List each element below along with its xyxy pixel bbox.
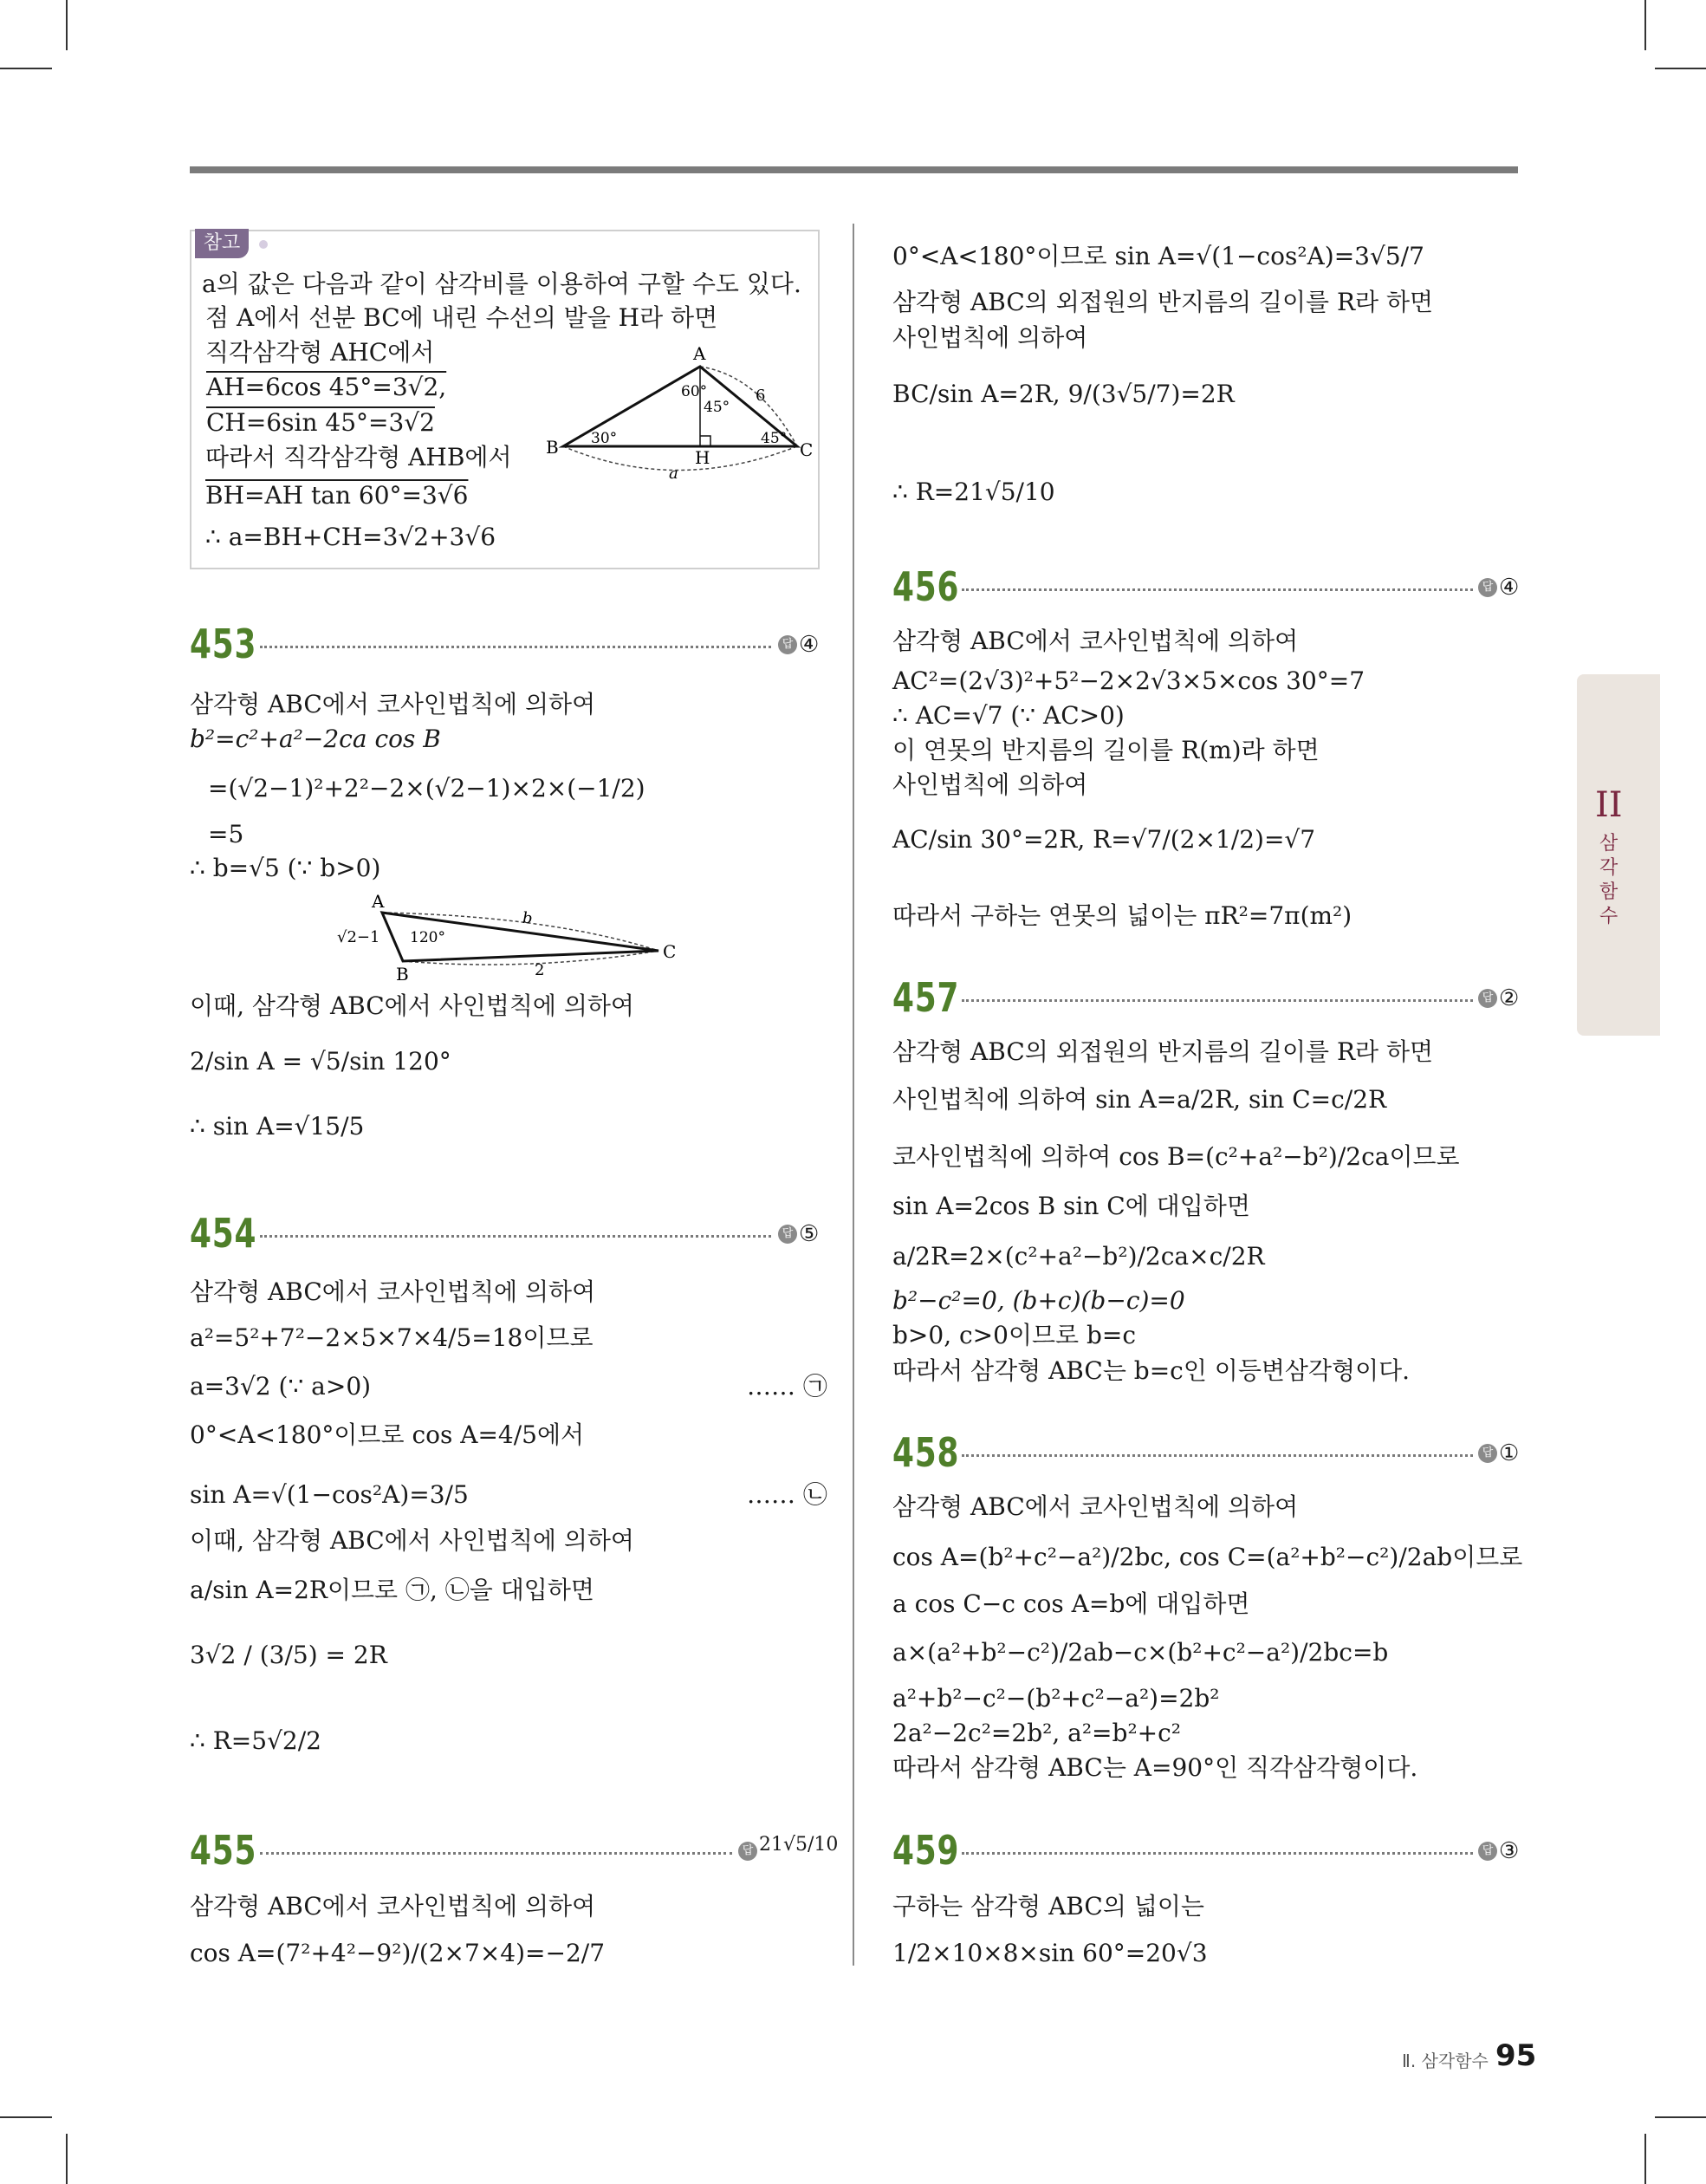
solution-line: AC/sin 30°=2R, R=√7/(2×1/2)=√7 bbox=[892, 825, 1316, 854]
solution-line: a/sin A=2R이므로 ㉠, ㉡을 대입하면 bbox=[190, 1576, 594, 1604]
problem-number: 455 bbox=[190, 1827, 257, 1874]
solution-line: 삼각형 ABC에서 코사인법칙에 의하여 bbox=[892, 627, 1299, 655]
solution-line: cos A=(b²+c²−a²)/2bc, cos C=(a²+b²−c²)/2ab이므로 bbox=[892, 1543, 1523, 1571]
note-line: 점 A에서 선분 BC에 내린 수선의 발을 H라 하면 bbox=[205, 303, 718, 332]
column-divider bbox=[853, 224, 854, 1966]
solution-line: b²=c²+a²−2ca cos B bbox=[190, 725, 441, 753]
dot-leader bbox=[260, 1852, 732, 1855]
dot-leader bbox=[260, 646, 771, 648]
dot-leader bbox=[962, 1852, 1473, 1855]
solution-line: 삼각형 ABC에서 코사인법칙에 의하여 bbox=[190, 690, 596, 718]
solution-line: 코사인법칙에 의하여 cos B=(c²+a²−b²)/2ca이므로 bbox=[892, 1142, 1460, 1171]
problem-number: 456 bbox=[892, 563, 960, 610]
note-fig-angle-c: 45° bbox=[761, 430, 788, 447]
crop-mark bbox=[1655, 68, 1706, 69]
solution-line: 3√2 / (3/5) = 2R bbox=[190, 1641, 387, 1669]
solution-line: BC/sin A=2R, 9/(3√5/7)=2R bbox=[892, 380, 1235, 408]
note-line: ∴ a=BH+CH=3√2+3√6 bbox=[205, 523, 496, 551]
crop-mark bbox=[1644, 0, 1646, 50]
dot-leader bbox=[260, 1235, 771, 1238]
note-fig-side-ac: 6 bbox=[756, 387, 766, 405]
solution-line: ∴ AC=√7 (∵ AC>0) bbox=[892, 701, 1125, 730]
answer-icon: 답 bbox=[1478, 1444, 1497, 1463]
note-line: BH=AH tan 60°=3√6 bbox=[205, 481, 469, 510]
solution-line: a²=5²+7²−2×5×7×4/5=18이므로 bbox=[190, 1323, 594, 1352]
note-triangle-diagram bbox=[537, 342, 814, 490]
note-dot-icon bbox=[259, 240, 268, 249]
crop-mark bbox=[1655, 2116, 1706, 2118]
solution-line: 2/sin A = √5/sin 120° bbox=[190, 1047, 451, 1076]
solution-line: 이때, 삼각형 ABC에서 사인법칙에 의하여 bbox=[190, 991, 634, 1020]
solution-line: cos A=(7²+4²−9²)/(2×7×4)=−2/7 bbox=[190, 1939, 606, 1967]
dot-leader bbox=[962, 588, 1473, 591]
dot-leader bbox=[962, 1454, 1473, 1457]
equation-marker: …… ㉡ bbox=[747, 1480, 827, 1509]
note-line: AH=6cos 45°=3√2, bbox=[206, 373, 447, 401]
note-tag: 참고 bbox=[195, 229, 249, 258]
answer-icon: 답 bbox=[778, 635, 797, 654]
solution-line: 삼각형 ABC의 외접원의 반지름의 길이를 R라 하면 bbox=[892, 288, 1434, 316]
solution-line: ∴ R=21√5/10 bbox=[892, 478, 1055, 506]
note-fig-label-b: B bbox=[546, 437, 559, 458]
problem-number: 459 bbox=[892, 1827, 960, 1874]
solution-line: b>0, c>0이므로 b=c bbox=[892, 1321, 1137, 1349]
crop-mark bbox=[0, 68, 52, 69]
solution-line: a/2R=2×(c²+a²−b²)/2ca×c/2R bbox=[892, 1242, 1265, 1271]
p453-fig-angle-b: 120° bbox=[410, 929, 445, 946]
solution-line: a=3√2 (∵ a>0) bbox=[190, 1372, 372, 1401]
answer-icon: 답 bbox=[738, 1842, 757, 1861]
solution-line: 구하는 삼각형 ABC의 넓이는 bbox=[892, 1892, 1204, 1921]
crop-mark bbox=[66, 0, 68, 50]
answer-value: ① bbox=[1499, 1440, 1520, 1466]
note-line: a의 값은 다음과 같이 삼각비를 이용하여 구할 수도 있다. bbox=[202, 270, 801, 298]
p453-fig-label-a: A bbox=[372, 891, 385, 912]
problem-number: 454 bbox=[190, 1210, 257, 1257]
solution-line: 이 연못의 반지름의 길이를 R(m)라 하면 bbox=[892, 736, 1320, 764]
problem-number: 457 bbox=[892, 974, 960, 1021]
answer-icon: 답 bbox=[778, 1225, 797, 1244]
header-rule bbox=[190, 166, 1518, 173]
note-fig-label-a: A bbox=[693, 343, 706, 364]
note-line: 직각삼각형 AHC에서 bbox=[205, 338, 435, 367]
solution-line: ∴ b=√5 (∵ b>0) bbox=[190, 854, 381, 882]
note-line: 따라서 직각삼각형 AHB에서 bbox=[205, 443, 512, 471]
problem-number: 458 bbox=[892, 1429, 960, 1476]
answer-value: ④ bbox=[1499, 575, 1520, 601]
solution-line: 사인법칙에 의하여 sin A=a/2R, sin C=c/2R bbox=[892, 1085, 1387, 1114]
page-number: 95 bbox=[1495, 2038, 1537, 2073]
answer-value: ③ bbox=[1499, 1838, 1520, 1864]
solution-line: 삼각형 ABC에서 코사인법칙에 의하여 bbox=[892, 1492, 1299, 1521]
solution-line: =5 bbox=[208, 820, 244, 848]
chapter-side-tab bbox=[1577, 674, 1660, 1036]
solution-line: 삼각형 ABC의 외접원의 반지름의 길이를 R라 하면 bbox=[892, 1037, 1434, 1066]
solution-line: 0°<A<180°이므로 cos A=4/5에서 bbox=[190, 1420, 585, 1449]
solution-line: ∴ sin A=√15/5 bbox=[190, 1112, 365, 1141]
p453-triangle-diagram bbox=[334, 888, 680, 984]
p453-fig-label-c: C bbox=[663, 941, 677, 962]
solution-line: 1/2×10×8×sin 60°=20√3 bbox=[892, 1939, 1208, 1967]
solution-line: a cos C−c cos A=b에 대입하면 bbox=[892, 1589, 1250, 1618]
solution-line: 따라서 삼각형 ABC는 b=c인 이등변삼각형이다. bbox=[892, 1356, 1411, 1385]
crop-mark bbox=[0, 2116, 52, 2118]
chapter-roman-numeral: II bbox=[1595, 785, 1623, 825]
answer-value: ⑤ bbox=[799, 1221, 820, 1247]
solution-line: ∴ R=5√2/2 bbox=[190, 1726, 321, 1755]
solution-line: a×(a²+b²−c²)/2ab−c×(b²+c²−a²)/2bc=b bbox=[892, 1638, 1389, 1667]
solution-line: =(√2−1)²+2²−2×(√2−1)×2×(−1/2) bbox=[208, 774, 645, 803]
chapter-side-title: 삼각함수 bbox=[1599, 833, 1618, 927]
solution-line: sin A=2cos B sin C에 대입하면 bbox=[892, 1192, 1250, 1220]
note-fig-angle-a2: 45° bbox=[704, 399, 730, 416]
answer-icon: 답 bbox=[1478, 578, 1497, 597]
answer-value: ④ bbox=[799, 632, 820, 658]
answer-icon: 답 bbox=[1478, 1842, 1497, 1861]
solution-line: 따라서 삼각형 ABC는 A=90°인 직각삼각형이다. bbox=[892, 1753, 1418, 1782]
p453-fig-side-bc: 2 bbox=[535, 961, 545, 979]
solution-line: 사인법칙에 의하여 bbox=[892, 323, 1088, 352]
p453-fig-side-ac: b bbox=[522, 909, 533, 927]
note-fig-angle-a1: 60° bbox=[681, 383, 708, 400]
p453-fig-side-ab: √2−1 bbox=[337, 928, 380, 946]
note-fig-side-bc: a bbox=[669, 465, 678, 483]
solution-line: 0°<A<180°이므로 sin A=√(1−cos²A)=3√5/7 bbox=[892, 242, 1424, 270]
solution-line: AC²=(2√3)²+5²−2×2√3×5×cos 30°=7 bbox=[892, 666, 1365, 695]
solution-line: a²+b²−c²−(b²+c²−a²)=2b² bbox=[892, 1684, 1220, 1713]
dot-leader bbox=[962, 999, 1473, 1002]
equation-marker: …… ㉠ bbox=[747, 1372, 827, 1401]
note-line: CH=6sin 45°=3√2 bbox=[206, 408, 435, 437]
solution-line: 따라서 구하는 연못의 넓이는 πR²=7π(m²) bbox=[892, 901, 1352, 930]
answer-value: ② bbox=[1499, 985, 1520, 1011]
footer-chapter: Ⅱ. 삼각함수 bbox=[1402, 2051, 1489, 2071]
solution-line: b²−c²=0, (b+c)(b−c)=0 bbox=[892, 1286, 1185, 1315]
solution-line: 삼각형 ABC에서 코사인법칙에 의하여 bbox=[190, 1277, 596, 1306]
crop-mark bbox=[1644, 2134, 1646, 2184]
answer-icon: 답 bbox=[1478, 989, 1497, 1008]
crop-mark bbox=[66, 2134, 68, 2184]
note-fig-angle-b: 30° bbox=[591, 430, 618, 447]
answer-value: 21√5/10 bbox=[759, 1834, 839, 1856]
note-fig-label-c: C bbox=[800, 439, 814, 460]
solution-line: 삼각형 ABC에서 코사인법칙에 의하여 bbox=[190, 1892, 596, 1921]
solution-line: sin A=√(1−cos²A)=3/5 bbox=[190, 1480, 469, 1509]
problem-number: 453 bbox=[190, 621, 257, 667]
solution-line: 이때, 삼각형 ABC에서 사인법칙에 의하여 bbox=[190, 1526, 634, 1555]
p453-fig-label-b: B bbox=[396, 964, 409, 984]
note-fig-label-h: H bbox=[695, 447, 710, 468]
solution-line: 사인법칙에 의하여 bbox=[892, 770, 1088, 799]
solution-line: 2a²−2c²=2b², a²=b²+c² bbox=[892, 1719, 1182, 1747]
